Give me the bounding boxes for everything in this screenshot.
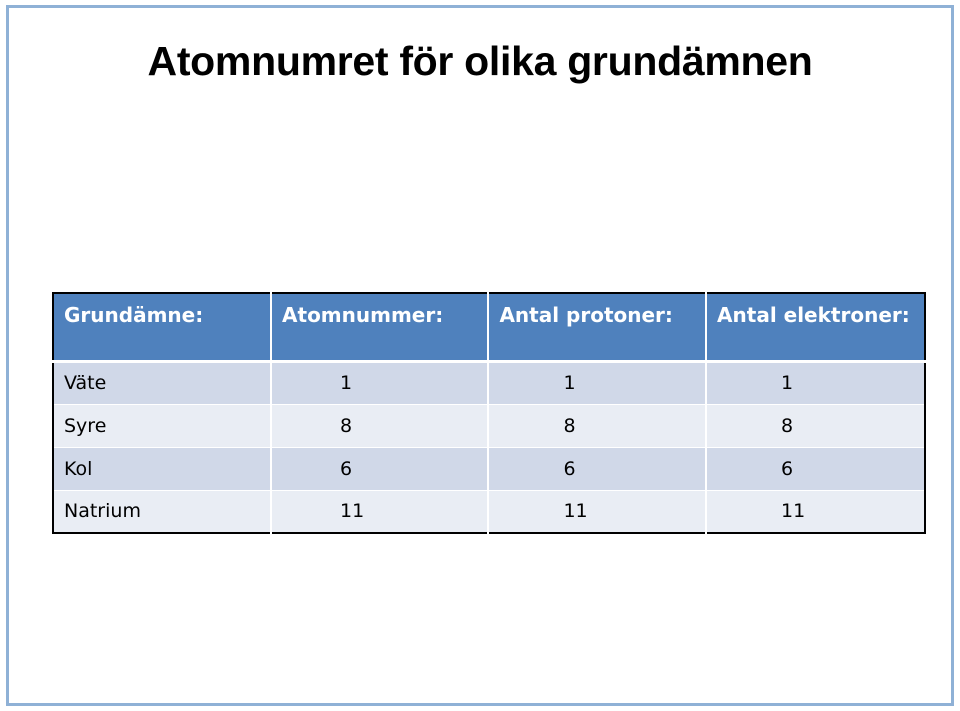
cell-protons: 1 (488, 361, 706, 404)
table-row (53, 447, 925, 490)
cell-protons: 11 (488, 490, 706, 533)
header-atomic-number: Atomnummer: (271, 293, 488, 361)
table-row (53, 361, 925, 404)
cell-atomic-number: 1 (271, 361, 488, 404)
cell-electrons: 6 (706, 447, 925, 490)
cell-electrons: 11 (706, 490, 925, 533)
cell-electrons: 8 (706, 404, 925, 447)
cell-element: Natrium (53, 490, 271, 533)
table-row (53, 404, 925, 447)
slide-title: Atomnumret för olika grundämnen (147, 38, 813, 84)
cell-protons: 8 (488, 404, 706, 447)
header-element: Grundämne: (53, 293, 271, 361)
header-electrons: Antal elektroner: (706, 293, 925, 361)
table-row (53, 490, 925, 533)
cell-protons: 6 (488, 447, 706, 490)
cell-electrons: 1 (706, 361, 925, 404)
cell-atomic-number: 8 (271, 404, 488, 447)
cell-element: Syre (53, 404, 271, 447)
cell-atomic-number: 11 (271, 490, 488, 533)
header-protons: Antal protoner: (488, 293, 706, 361)
table-header-row (53, 293, 925, 361)
cell-atomic-number: 6 (271, 447, 488, 490)
cell-element: Kol (53, 447, 271, 490)
elements-table (52, 292, 926, 534)
cell-element: Väte (53, 361, 271, 404)
